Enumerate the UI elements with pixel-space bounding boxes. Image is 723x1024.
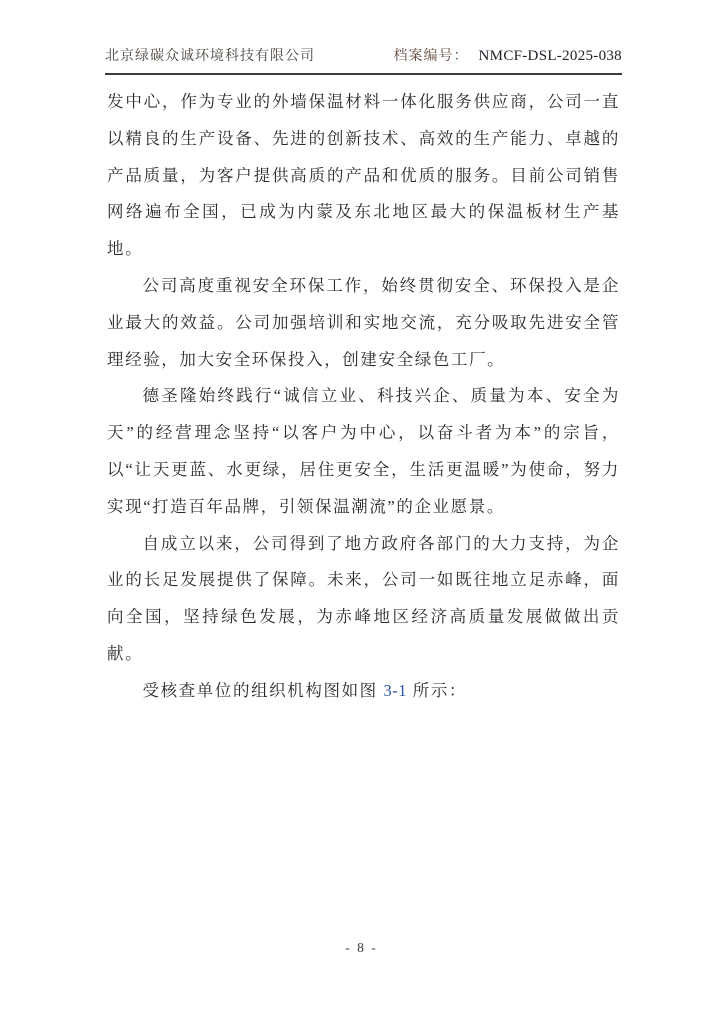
paragraph-company-intro: 发中心，作为专业的外墙保温材料一体化服务供应商，公司一直以精良的生产设备、先进的创新技术、高效的生产能力、卓越的产品质量，为客户提供高质的产品和优质的服务。目前公司销售网络遍布全国，已成为内蒙及东北地区最大的保温板材生产基地。: [107, 92, 620, 259]
page-header: [105, 47, 622, 75]
company-name: 北京绿碳众诚环境科技有限公司: [105, 49, 315, 64]
document-body: [107, 84, 620, 710]
paragraph-development: 自成立以来，公司得到了地方政府各部门的大力支持，为企业的长足发展提供了保障。未来，公司一如既往地立足赤峰，面向全国，坚持绿色发展，为赤峰地区经济高质量发展做做出贡献。: [107, 533, 620, 663]
figure-ref-suffix: 所示：: [407, 680, 468, 700]
page-number: - 8 -: [345, 940, 378, 955]
figure-ref-prefix: 受核查单位的组织机构图如图: [142, 680, 384, 700]
paragraph-safety-environment: 公司高度重视安全环保工作，始终贯彻安全、环保投入是企业最大的效益。公司加强培训和实地交流，充分吸取先进安全管理经验，加大安全环保投入，创建安全绿色工厂。: [107, 275, 620, 369]
paragraph-figure-ref: [107, 673, 620, 710]
archive-number-label: 档案编号：: [393, 49, 469, 64]
archive-number-block: [394, 47, 622, 66]
archive-number-value: NMCF-DSL-2025-038: [478, 48, 622, 64]
figure-3-1-reference-link[interactable]: 3-1: [383, 680, 407, 700]
page-footer: [0, 940, 723, 956]
paragraph-philosophy: 德圣隆始终践行“诚信立业、科技兴企、质量为本、安全为天”的经营理念坚持“以客户为中心，以奋斗者为本”的宗旨，以“让天更蓝、水更绿，居住更安全，生活更温暖”为使命，努力实现“打造百年品牌，引领保温潮流”的企业愿景。: [107, 386, 620, 516]
